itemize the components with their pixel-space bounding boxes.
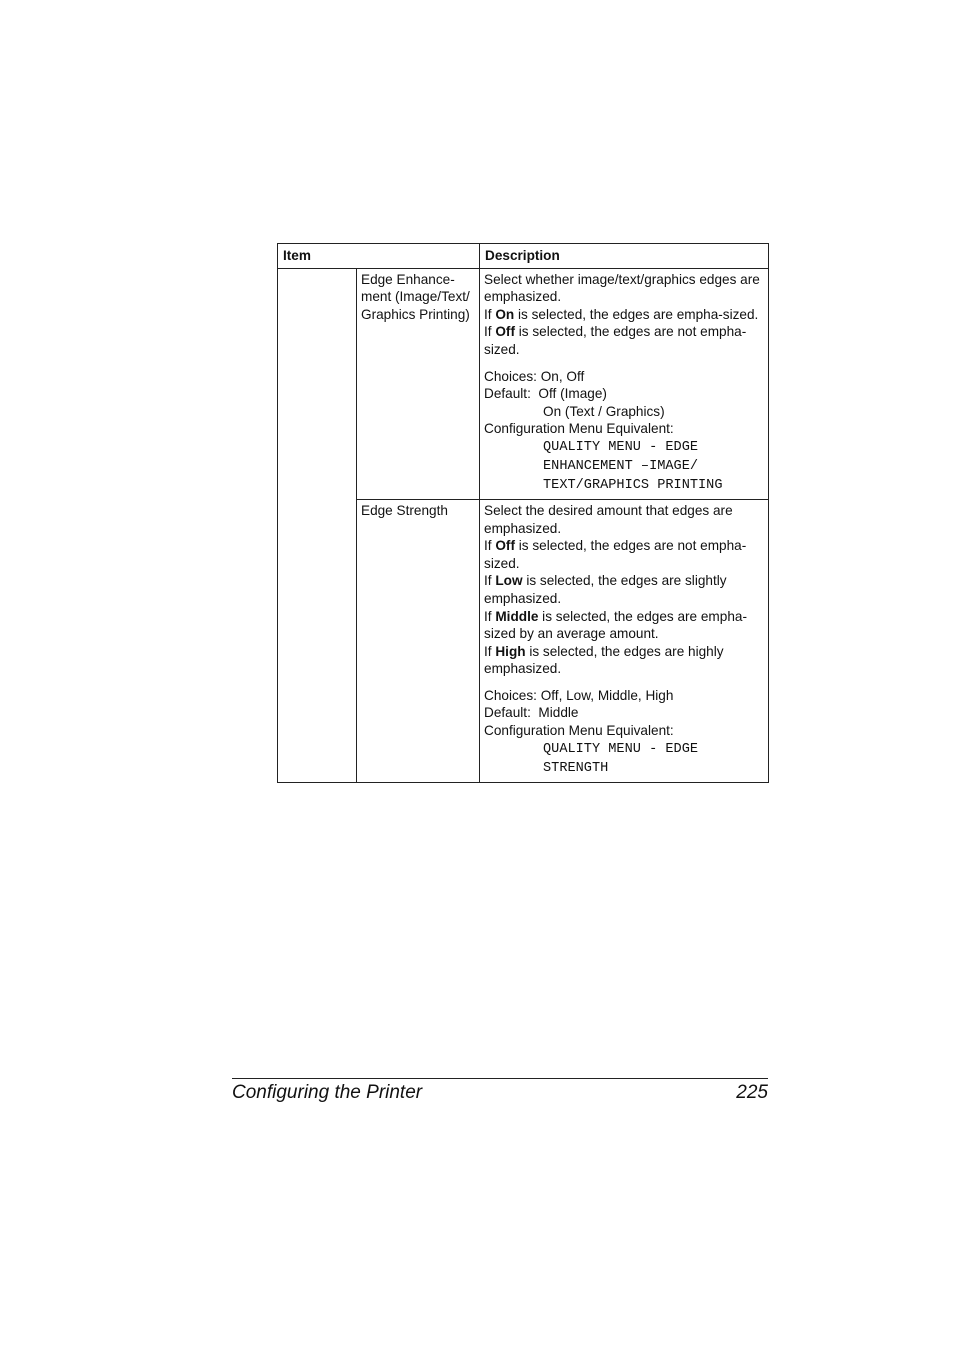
table-row — [278, 268, 769, 499]
footer-divider — [232, 1078, 768, 1079]
equivalent-label: Configuration Menu Equivalent: — [484, 723, 674, 739]
description-line: If Off is selected, the edges are not empha-sized. — [484, 538, 747, 571]
equivalent-label: Configuration Menu Equivalent: — [484, 421, 674, 437]
choices-line: Choices: Off, Low, Middle, High — [484, 687, 674, 703]
choices-line: Choices: On, Off — [484, 368, 585, 384]
item-cell: Edge Enhance-ment (Image/Text/ Graphics Printing) — [357, 268, 480, 499]
description-line: If Middle is selected, the edges are empha-sized by an average amount. — [484, 608, 747, 642]
description-line: If High is selected, the edges are highly emphasized. — [484, 643, 724, 677]
description-cell — [480, 499, 769, 782]
item-cell: Edge Strength — [357, 499, 480, 782]
menu-path-line: QUALITY MENU - EDGE — [543, 741, 699, 757]
page-number: 225 — [736, 1082, 768, 1103]
header-description: Description — [480, 244, 769, 269]
description-line: If Off is selected, the edges are not empha-sized. — [484, 324, 747, 357]
description-line: Select whether image/text/graphics edges are emphasized. — [484, 271, 760, 305]
header-item: Item — [278, 244, 480, 269]
description-line: If On is selected, the edges are empha-sized. — [484, 306, 759, 322]
menu-path-line: QUALITY MENU - EDGE — [543, 439, 699, 455]
default-line: Default: Off (Image) — [484, 386, 607, 402]
table-header-row — [278, 244, 769, 269]
description-line: If Low is selected, the edges are slightly emphasized. — [484, 573, 727, 606]
menu-path-line: STRENGTH — [543, 760, 609, 776]
menu-path-line: TEXT/GRAPHICS PRINTING — [543, 477, 723, 493]
menu-path-line: ENHANCEMENT –IMAGE/ — [543, 458, 699, 474]
group-cell — [278, 268, 357, 782]
description-line: Select the desired amount that edges are emphasized. — [484, 502, 733, 536]
default-line-continued: On (Text / Graphics) — [543, 403, 665, 419]
default-line: Default: Middle — [484, 705, 579, 721]
description-cell — [480, 268, 769, 499]
footer-title: Configuring the Printer — [232, 1082, 423, 1103]
settings-table — [277, 243, 769, 783]
